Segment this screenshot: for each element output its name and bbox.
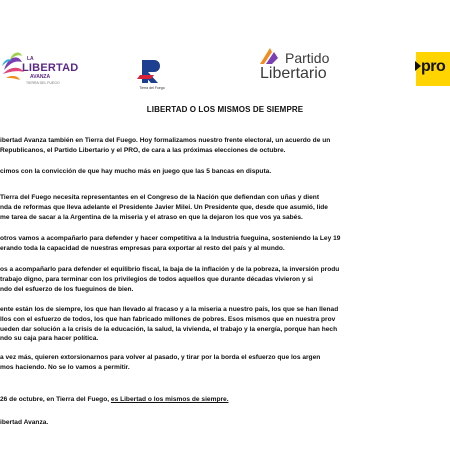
signature: [0, 418, 48, 428]
pro-text: pro: [421, 58, 446, 75]
partido-libertario-line2: Libertario: [260, 65, 327, 82]
republicanos-caption: Tierra del Fuego: [139, 86, 165, 90]
paragraph-line: Tierra del Fuego necesita representantes en el Congreso de la Nación que defiendan con uñas y dient: [0, 194, 320, 201]
paragraph-line: ueden dar solución a la crisis de la educación, la salud, la vivienda, el trabajo y la energía, porque han hech: [0, 325, 338, 333]
pro-logo: [416, 52, 450, 86]
paragraph-line: ndo del esfuerzo de los fueguinos de bien.: [0, 285, 134, 293]
paragraph-line: me tarea de sacar a la Argentina de la miseria y el atraso en que la dejaron los que vos ya sabés.: [0, 213, 303, 221]
paragraph-4: [0, 234, 340, 254]
paragraph-line: trabajo digno, para terminar con los privilegios de todos aquellos que durante décadas vivieron y si: [0, 275, 313, 283]
paragraph-line: ndo su caja para hacer política.: [0, 335, 99, 343]
paragraph-line: Republicanos, el Partido Libertario y el PRO, de cara a las próximas elecciones de octubre.: [0, 146, 286, 154]
paragraph-line: cimos con la convicción de que hay mucho más en juego que las 5 bancas en disputa.: [0, 168, 272, 175]
document-title: LIBERTAD O LOS MISMOS DE SIEMPRE: [146, 105, 304, 114]
logos-header: [0, 0, 450, 95]
lla-sub-text: AVANZA: [30, 74, 51, 80]
signature-text: ibertad Avanza.: [0, 419, 49, 426]
closing-paragraph: [0, 395, 229, 405]
paragraph-line: llos con el esfuerzo de todos, los que han fabricado millones de pobres. Esos mismos que en nuestra prov: [0, 315, 336, 323]
closing-text: 26 de octubre, en Tierra del Fuego,: [0, 396, 111, 403]
paragraph-6: [0, 305, 338, 344]
partido-libertario-mark-icon: [258, 46, 282, 66]
republicanos-logo: [136, 56, 166, 90]
paragraph-line: os a acompañarlo para defender el equilibrio fiscal, la baja de la inflación y de la pobreza, la inversión produ: [0, 266, 340, 273]
paragraph-line: a vez más, quieren extorsionarnos para volver al pasado, y tirar por la borda el esfuerzo que los argen: [0, 354, 321, 361]
paragraph-line: ibertad Avanza también en Tierra del Fuego. Hoy formalizamos nuestro frente electoral, un acuerdo de un: [0, 137, 331, 144]
republicanos-r-icon: [136, 56, 166, 86]
paragraph-line: erando toda la capacidad de nuestras empresas para exportar al resto del país y al mundo.: [0, 244, 285, 252]
paragraph-line: ente están los de siempre, los que han llevado al fracaso y a la miseria a nuestro país, los que se han llenad: [0, 306, 339, 313]
lla-la-text: LA: [27, 56, 34, 62]
lla-main-text: LIBERTAD: [22, 62, 79, 74]
paragraph-line: otros vamos a acompañarlo para defender y hacer competitiva a la Industria fueguina, sosteniendo la Ley 19: [0, 235, 341, 242]
lla-tiny-text: TIERRA DEL FUEGO: [26, 81, 60, 85]
paragraph-5: [0, 265, 339, 294]
paragraph-3: [0, 193, 328, 222]
la-libertad-avanza-logo: [0, 48, 79, 90]
paragraph-7: [0, 353, 320, 373]
partido-libertario-line1: Partido: [285, 50, 330, 66]
paragraph-line: mos haciendo. No se lo vamos a permitir.: [0, 363, 130, 371]
paragraph-1: [0, 136, 330, 156]
paragraph-line: nda de reformas que lleva adelante el Presidente Javier Milei. Un Presidente que, desde que asumió, lide: [0, 203, 328, 211]
paragraph-2: [0, 167, 271, 177]
closing-link[interactable]: es Libertad o los mismos de siempre.: [110, 396, 229, 403]
partido-libertario-logo: [256, 46, 366, 86]
